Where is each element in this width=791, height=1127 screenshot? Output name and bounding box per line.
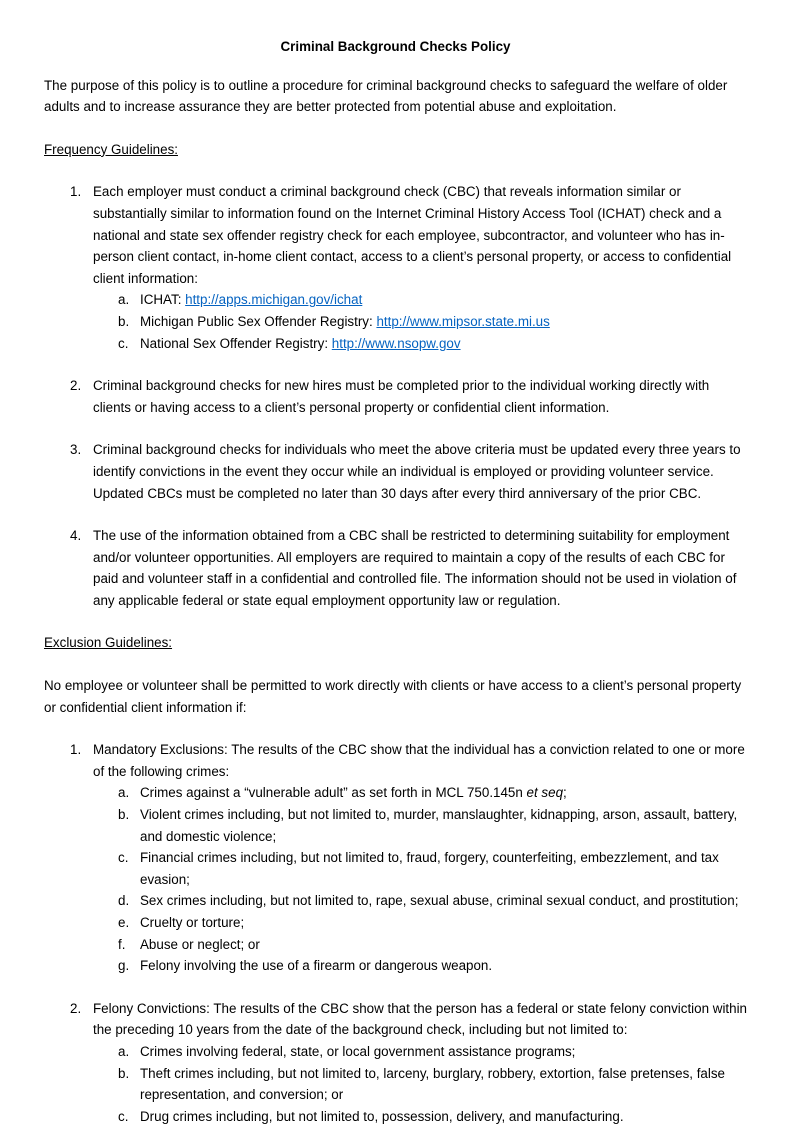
sublist-item-g: [44, 955, 747, 977]
list-item-text: Crimes involving federal, state, or local government assistance programs;: [140, 1043, 576, 1059]
frequency-item-2: [44, 375, 747, 418]
list-item-text: Violent crimes including, but not limited to, murder, manslaughter, kidnapping, arson, assault, battery, and domestic violence;: [140, 807, 738, 844]
italic-citation: et seq: [526, 785, 564, 801]
list-letter: f.: [118, 936, 126, 952]
sublist-item-a: [44, 782, 747, 804]
list-letter: a.: [118, 785, 130, 801]
sublist-item-ichat: [44, 289, 747, 311]
sublist-item-mipsor: [44, 311, 747, 333]
section-heading-exclusion: Exclusion Guidelines:: [44, 635, 173, 651]
list-letter: b.: [118, 1065, 130, 1081]
frequency-item-3: [44, 439, 747, 504]
list-item-text: Each employer must conduct a criminal background check (CBC) that reveals information similar or substantially similar to information found on the Internet Criminal History Access Tool (ICHAT) check and a national and state sex offender registry check for each employee, subcontractor, and volunteer who has in-person client contact, in-home client contact, access to a client’s personal property, or access to confidential client information:: [93, 184, 732, 286]
frequency-item-1: [44, 181, 747, 289]
sublist-item-f: [44, 934, 747, 956]
exclusion-intro-paragraph: No employee or volunteer shall be permitted to work directly with clients or have access to a client’s personal property or confidential client information if:: [44, 678, 742, 715]
list-letter: d.: [118, 893, 130, 909]
intro-paragraph: The purpose of this policy is to outline a procedure for criminal background checks to safeguard the welfare of older adults and to increase assurance they are better protected from potential abuse and exploitation.: [44, 77, 728, 115]
list-item-text: The use of the information obtained from a CBC shall be restricted to determining suitability for employment and/or volunteer opportunities. All employers are required to maintain a copy of the results of each CBC for paid and volunteer staff in a confidential and controlled file. The information should not be used in violation of any applicable federal or state equal employment opportunity law or regulation.: [93, 528, 737, 608]
sublist-item-nsopw: [44, 333, 747, 355]
frequency-item-4: [44, 525, 747, 611]
list-letter: e.: [118, 915, 130, 930]
list-letter: g.: [118, 958, 130, 974]
list-item-text: Criminal background checks for individuals who meet the above criteria must be updated every three years to identify convictions in the event they occur while an individual is employed or providing volunteer service. Updated CBCs must be completed no later than 30 days after every third anniversary of the prior CBC.: [93, 442, 741, 501]
sublist-item-b: [44, 804, 747, 847]
list-number: 3.: [70, 442, 82, 458]
ichat-link[interactable]: http://apps.michigan.gov/ichat: [185, 292, 363, 308]
list-letter: a.: [118, 1043, 130, 1059]
link-label: National Sex Offender Registry:: [140, 335, 332, 351]
exclusion-item-2-sublist: [44, 1041, 747, 1127]
exclusion-item-1-sublist: [44, 782, 747, 976]
list-item-text: Financial crimes including, but not limited to, fraud, forgery, counterfeiting, embezzlement, and tax evasion;: [140, 850, 719, 887]
link-label: Michigan Public Sex Offender Registry:: [140, 313, 377, 329]
mipsor-link[interactable]: http://www.mipsor.state.mi.us: [376, 313, 550, 329]
list-item-text: Theft crimes including, but not limited to, larceny, burglary, robbery, extortion, false pretenses, false representation, and conversion; or: [140, 1065, 725, 1103]
nsopw-link[interactable]: http://www.nsopw.gov: [331, 335, 461, 351]
exclusion-item-1: [44, 739, 747, 782]
list-item-text: Drug crimes including, but not limited to, possession, delivery, and manufacturing.: [140, 1108, 624, 1124]
list-item-text: Abuse or neglect; or: [140, 936, 260, 952]
list-item-text: Crimes against a “vulnerable adult” as set forth in MCL 750.145n et seq;: [140, 785, 567, 801]
list-item-text: Sex crimes including, but not limited to, rape, sexual abuse, criminal sexual conduct, and prostitution;: [140, 893, 739, 909]
document-title: Criminal Background Checks Policy: [280, 39, 511, 54]
sublist-item-e: [44, 912, 747, 934]
list-number: 2.: [70, 378, 82, 394]
list-item-text: Mandatory Exclusions: The results of the CBC show that the individual has a conviction related to one or more of the following crimes:: [93, 742, 745, 779]
list-letter: c.: [118, 335, 129, 351]
exclusion-item-2: [44, 998, 747, 1041]
list-number: 2.: [70, 1000, 82, 1016]
list-item-text: Felony Convictions: The results of the CBC show that the person has a federal or state felony conviction within the preceding 10 years from the date of the background check, including but not limited to:: [93, 1000, 748, 1038]
sublist-item-a: [44, 1041, 747, 1063]
link-label: ICHAT:: [140, 292, 186, 308]
list-item-text: Cruelty or torture;: [140, 915, 245, 930]
list-item-text: Felony involving the use of a firearm or dangerous weapon.: [140, 958, 493, 974]
list-number: 1.: [70, 184, 82, 200]
sublist-item-c: [44, 847, 747, 890]
frequency-item-1-sublist: [44, 289, 747, 354]
sublist-item-b: [44, 1063, 747, 1106]
list-item-text: Criminal background checks for new hires must be completed prior to the individual working directly with clients or having access to a client’s personal property or confidential client information.: [93, 378, 710, 415]
list-number: 1.: [70, 742, 82, 758]
list-letter: c.: [118, 1108, 129, 1124]
list-letter: b.: [118, 807, 130, 823]
list-number: 4.: [70, 528, 82, 544]
list-letter: c.: [118, 850, 129, 866]
sublist-item-d: [44, 890, 747, 912]
list-letter: b.: [118, 313, 130, 329]
section-heading-frequency: Frequency Guidelines:: [44, 141, 178, 157]
sublist-item-c: [44, 1106, 747, 1127]
list-letter: a.: [118, 292, 130, 308]
